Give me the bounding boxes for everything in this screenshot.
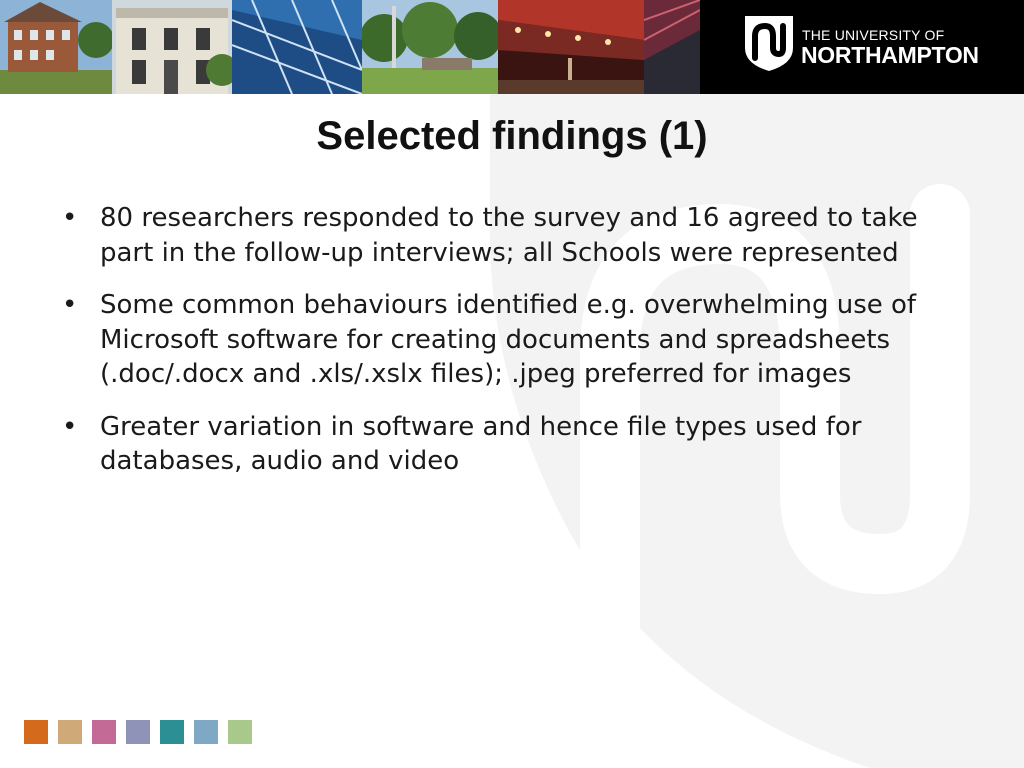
campus-photo-stone-building bbox=[112, 0, 232, 94]
campus-photo-brick-building bbox=[0, 0, 112, 94]
bullet-item bbox=[58, 410, 968, 479]
color-swatch-strip bbox=[24, 720, 252, 744]
bullet-text: 80 researchers responded to the survey and 16 agreed to take part in the follow-up interviews; all Schools were represented bbox=[100, 203, 918, 268]
color-swatch bbox=[58, 720, 82, 744]
color-swatch bbox=[24, 720, 48, 744]
color-swatch bbox=[160, 720, 184, 744]
university-logo bbox=[700, 0, 1024, 94]
bullet-marker: • bbox=[62, 411, 78, 442]
university-name-line2: NORTHAMPTON bbox=[801, 42, 979, 68]
university-name-line1: THE UNIVERSITY OF bbox=[802, 27, 945, 43]
slide-title: Selected findings (1) bbox=[316, 114, 708, 158]
bullet-item bbox=[58, 201, 968, 270]
color-swatch bbox=[92, 720, 116, 744]
bullet-marker: • bbox=[62, 203, 78, 233]
bullet-item bbox=[58, 288, 968, 392]
color-swatch bbox=[126, 720, 150, 744]
color-swatch bbox=[228, 720, 252, 744]
university-shield-icon bbox=[743, 14, 795, 72]
bullet-text: Greater variation in software and hence file types used for databases, audio and video bbox=[100, 411, 862, 476]
campus-photo-trees bbox=[362, 0, 498, 94]
color-swatch bbox=[194, 720, 218, 744]
header-banner bbox=[0, 0, 1024, 94]
campus-photo-archway bbox=[644, 0, 700, 94]
bullet-text: Some common behaviours identified e.g. overwhelming use of Microsoft software for creating documents and spreadsheets (.doc/.docx and .xls/.xslx files); .jpeg preferred for images bbox=[100, 290, 917, 389]
campus-photo-glass-building bbox=[232, 0, 362, 94]
campus-photo-canopy-lights bbox=[498, 0, 644, 94]
bullet-marker: • bbox=[62, 290, 78, 320]
bullet-list bbox=[58, 201, 968, 497]
